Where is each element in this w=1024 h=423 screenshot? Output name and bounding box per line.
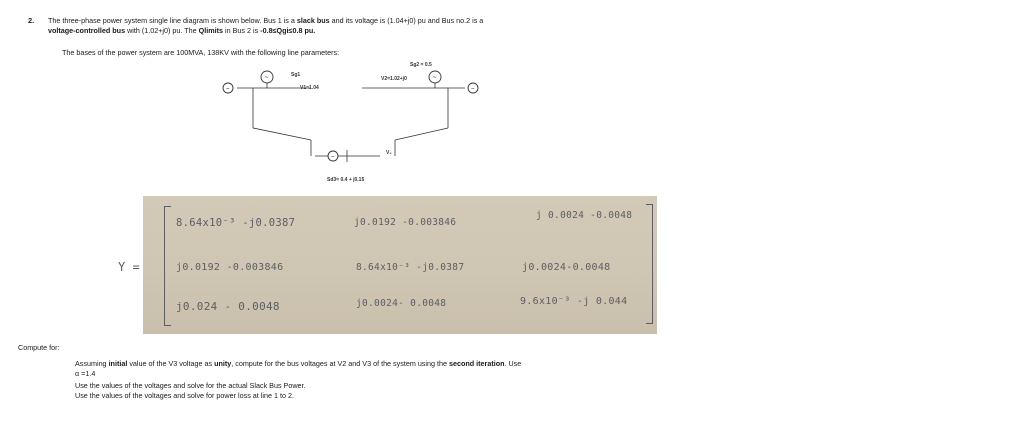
v1-label: V1=1.04 — [300, 85, 319, 91]
svg-text:~: ~ — [226, 86, 230, 93]
sg2-label: Sg2 = 0.5 — [410, 62, 432, 68]
svg-text:~: ~ — [264, 74, 269, 82]
alpha-value: α =1.4 — [75, 369, 96, 378]
svg-text:~: ~ — [331, 154, 335, 161]
problem-number: 2. — [28, 16, 35, 25]
generator-2-icon — [429, 71, 441, 83]
matrix-right-bracket — [646, 204, 653, 324]
generator-1-icon — [261, 71, 273, 83]
ybus-r1c2: j0.0192 -0.003846 — [354, 217, 457, 228]
question-1: Assuming initial value of the V3 voltage as unity, compute for the bus voltages at V2 and V3 of the system using the second iteration. Use — [75, 359, 522, 368]
v2-label: V2=1.02+j0 — [381, 76, 407, 82]
matrix-left-bracket — [164, 206, 171, 326]
sg1-label: Sg1 — [291, 72, 301, 78]
question-3: Use the values of the voltages and solve for power loss at line 1 to 2. — [75, 391, 294, 400]
ybus-label: Y = — [118, 260, 140, 274]
load-3-icon — [328, 151, 338, 161]
ybus-r2c2: 8.64x10⁻³ -j0.0387 — [356, 262, 465, 273]
svg-text:~: ~ — [432, 74, 437, 82]
ybus-r1c1: 8.64x10⁻³ -j0.0387 — [176, 217, 296, 229]
single-line-diagram — [215, 58, 505, 188]
ybus-r1c3: j 0.0024 -0.0048 — [536, 210, 633, 221]
ybus-r2c1: j0.0192 -0.003846 — [176, 262, 284, 273]
sd3-label: Sd3= 0.4 + j0.15 — [327, 177, 365, 183]
question-2: Use the values of the voltages and solve for the actual Slack Bus Power. — [75, 381, 306, 390]
problem-statement: The three-phase power system single line diagram is shown below. Bus 1 is a slack bus and its voltage is (1.04+j0) pu and Bus no.2 is a voltage-controlled bus with (1.02+j0) pu. The Qlimits in Bus 2 is -0.8≤Qgi≤0.8 pu. — [48, 16, 484, 35]
svg-text:~: ~ — [471, 86, 475, 93]
ybus-r3c3: 9.6x10⁻³ -j 0.044 — [520, 296, 628, 307]
v3-label: V₃ — [386, 150, 392, 156]
compute-heading: Compute for: — [18, 343, 60, 352]
load-1-icon — [223, 83, 233, 93]
ybus-r2c3: j0.0024-0.0048 — [522, 262, 611, 273]
load-2-icon — [468, 83, 478, 93]
ybus-r3c1: j0.024 - 0.0048 — [176, 300, 280, 313]
bases-text: The bases of the power system are 100MVA, 138KV with the following line parameters: — [62, 48, 340, 57]
ybus-r3c2: j0.0024- 0.0048 — [356, 298, 447, 309]
